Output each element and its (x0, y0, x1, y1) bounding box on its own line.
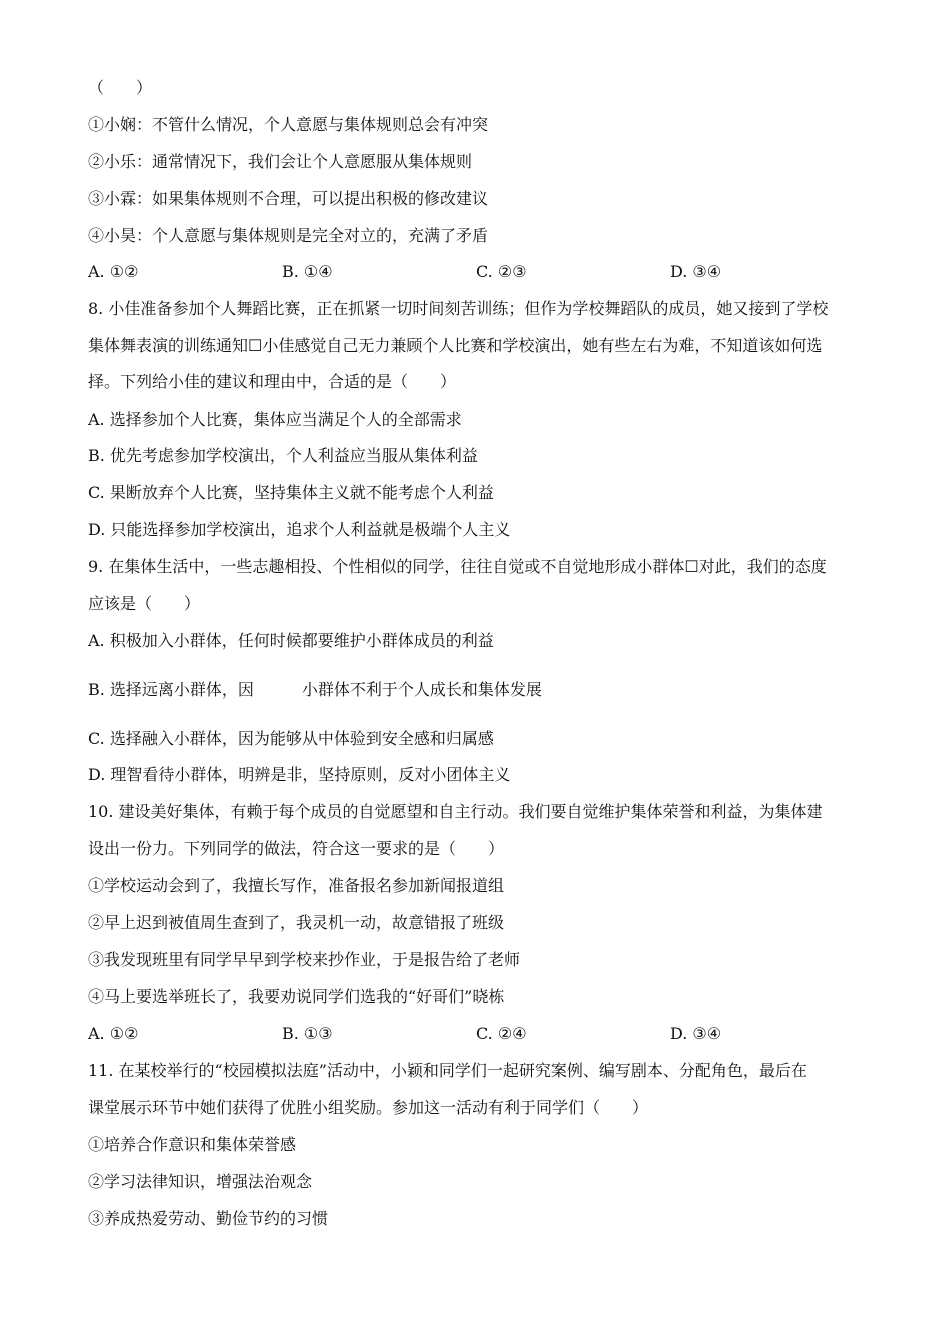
q10-option-c: C. ②④ (476, 1024, 527, 1043)
q8-stem-line-2: 集体舞表演的训练通知☐小佳感觉自己无力兼顾个人比赛和学校演出，她有些左右为难，不知道该如何选 (88, 336, 823, 355)
q7-item-2: ②小乐：通常情况下，我们会让个人意愿服从集体规则 (88, 152, 473, 171)
q7-option-c: C. ②③ (476, 262, 527, 281)
q10-option-b: B. ①③ (282, 1024, 333, 1043)
q8-option-b: B. 优先考虑参加学校演出，个人利益应当服从集体利益 (88, 446, 478, 465)
q11-item-3: ③养成热爱劳动、勤俭节约的习惯 (88, 1209, 329, 1228)
q11-stem-line-1: 11. 在某校举行的“校园模拟法庭”活动中，小颖和同学们一起研究案例、编写剧本、分配角色，最后在 (88, 1061, 807, 1080)
q9-option-b: B. 选择远离小群体，因 小群体不利于个人成长和集体发展 (88, 680, 542, 699)
q9-stem-line-2: 应该是（ ） (88, 594, 201, 613)
q7-item-3: ③小霖：如果集体规则不合理，可以提出积极的修改建议 (88, 189, 489, 208)
q10-item-4: ④马上要选举班长了，我要劝说同学们选我的“好哥们”晓栋 (88, 987, 505, 1006)
q7-item-1: ①小娴：不管什么情况，个人意愿与集体规则总会有冲突 (88, 115, 489, 134)
q7-option-b: B. ①④ (282, 262, 333, 281)
q8-stem-line-1: 8. 小佳准备参加个人舞蹈比赛，正在抓紧一切时间刻苦训练；但作为学校舞蹈队的成员，她又接到了学校 (88, 299, 829, 318)
q10-stem-line-2: 设出一份力。下列同学的做法，符合这一要求的是（ ） (88, 839, 505, 858)
q10-option-a: A. ①② (88, 1024, 139, 1043)
q10-item-2: ②早上迟到被值周生查到了，我灵机一动，故意错报了班级 (88, 913, 505, 932)
q11-item-2: ②学习法律知识，增强法治观念 (88, 1172, 313, 1191)
q10-item-3: ③我发现班里有同学早早到学校来抄作业，于是报告给了老师 (88, 950, 521, 969)
q7-stem-end: （ ） (88, 78, 153, 97)
q9-option-d: D. 理智看待小群体，明辨是非，坚持原则，反对小团体主义 (88, 765, 511, 784)
q10-item-1: ①学校运动会到了，我擅长写作，准备报名参加新闻报道组 (88, 876, 505, 895)
q7-item-4: ④小昊：个人意愿与集体规则是完全对立的，充满了矛盾 (88, 226, 489, 245)
q10-option-d: D. ③④ (670, 1024, 722, 1043)
q11-stem-line-2: 课堂展示环节中她们获得了优胜小组奖励。参加这一活动有利于同学们（ ） (88, 1098, 649, 1117)
q8-option-d: D. 只能选择参加学校演出，追求个人利益就是极端个人主义 (88, 520, 511, 539)
q7-option-d: D. ③④ (670, 262, 722, 281)
q7-option-a: A. ①② (88, 262, 139, 281)
q9-stem-line-1: 9. 在集体生活中，一些志趣相投、个性相似的同学，往往自觉或不自觉地形成小群体☐对此，我们的态度 (88, 557, 827, 576)
q10-stem-line-1: 10. 建设美好集体，有赖于每个成员的自觉愿望和自主行动。我们要自觉维护集体荣誉和利益，为集体建 (88, 802, 823, 821)
q8-option-c: C. 果断放弃个人比赛，坚持集体主义就不能考虑个人利益 (88, 483, 494, 502)
q8-stem-line-3: 择。下列给小佳的建议和理由中，合适的是（ ） (88, 372, 457, 391)
q9-option-c: C. 选择融入小群体，因为能够从中体验到安全感和归属感 (88, 729, 494, 748)
q8-option-a: A. 选择参加个人比赛，集体应当满足个人的全部需求 (88, 410, 462, 429)
q9-option-a: A. 积极加入小群体，任何时候都要维护小群体成员的利益 (88, 631, 494, 650)
q11-item-1: ①培养合作意识和集体荣誉感 (88, 1135, 297, 1154)
